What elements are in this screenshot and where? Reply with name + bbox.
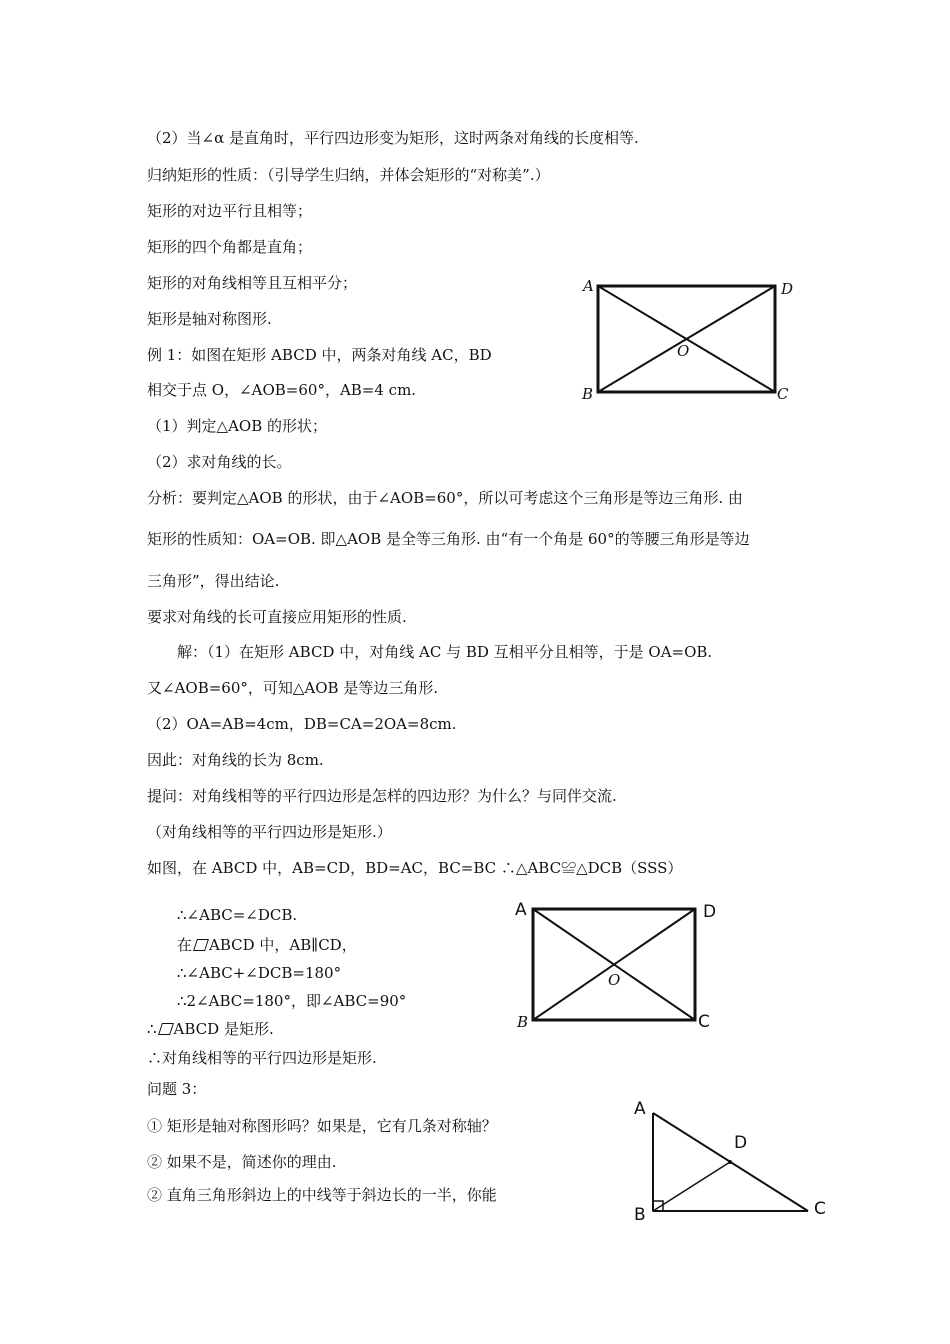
vertex-label-d: D	[781, 280, 794, 298]
text-line: 又∠AOB=60°，可知△AOB 是等边三角形.	[147, 679, 439, 697]
text-line: 问题 3：	[147, 1080, 207, 1098]
vertex-label-a: A	[634, 1099, 646, 1119]
text-line: 相交于点 O，∠AOB=60°，AB=4 cm.	[147, 381, 417, 399]
text-line: （2）OA=AB=4cm，DB=CA=2OA=8cm.	[147, 715, 457, 733]
text-line: 矩形的四个角都是直角；	[147, 238, 313, 256]
text-fragment: ABCD 是矩形.	[173, 1020, 274, 1038]
text-line	[147, 1019, 274, 1039]
vertex-label-d: D	[703, 902, 717, 922]
vertex-label-a: A	[515, 900, 527, 920]
text-fragment: 在	[177, 936, 193, 954]
vertex-label-c: C	[698, 1012, 710, 1032]
center-label-o: O	[608, 971, 621, 989]
right-triangle-figure	[628, 1093, 838, 1228]
text-line: ∴2∠ABC=180°，即∠ABC=90°	[177, 992, 407, 1010]
text-line: 矩形的对边平行且相等；	[147, 202, 313, 220]
text-line: ∴对角线相等的平行四边形是矩形.	[147, 1049, 377, 1067]
vertex-label-b: B	[582, 385, 594, 403]
parallelogram-icon	[158, 1023, 174, 1035]
text-line: （1）判定△AOB 的形状；	[147, 417, 328, 435]
text-line: ② 如果不是，简述你的理由.	[147, 1153, 337, 1171]
text-line: 例 1：如图在矩形 ABCD 中，两条对角线 AC，BD	[147, 346, 492, 364]
vertex-label-d: D	[734, 1133, 748, 1153]
rectangle-figure-1	[578, 275, 808, 410]
vertex-label-c: C	[777, 385, 789, 403]
text-line: 要求对角线的长可直接应用矩形的性质.	[147, 608, 407, 626]
text-fragment: ABCD 中，AB∥CD，	[209, 936, 357, 954]
text-line: 提问：对角线相等的平行四边形是怎样的四边形？为什么？与同伴交流.	[147, 787, 617, 805]
text-line: 三角形”，得出结论.	[147, 572, 280, 590]
text-line: （2）当∠α 是直角时，平行四边形变为矩形，这时两条对角线的长度相等.	[147, 129, 639, 147]
text-line: 分析：要判定△AOB 的形状，由于∠AOB=60°，所以可考虑这个三角形是等边三角形. 由	[147, 489, 743, 507]
text-line: 矩形的对角线相等且互相平分；	[147, 274, 358, 292]
text-line: （对角线相等的平行四边形是矩形.）	[147, 823, 392, 841]
text-line: 矩形是轴对称图形.	[147, 310, 272, 328]
text-line: ② 直角三角形斜边上的中线等于斜边长的一半，你能	[147, 1186, 497, 1204]
text-line: ① 矩形是轴对称图形吗？如果是，它有几条对称轴？	[147, 1117, 497, 1135]
vertex-label-b: B	[517, 1013, 529, 1031]
text-line: 如图，在 ABCD 中，AB=CD，BD=AC，BC=BC ∴△ABC≌△DCB（SSS）	[147, 859, 683, 877]
text-line: ∴∠ABC=∠DCB.	[177, 906, 298, 924]
text-line: 解：（1）在矩形 ABCD 中，对角线 AC 与 BD 互相平分且相等，于是 OA=OB.	[177, 643, 713, 661]
text-line	[177, 935, 357, 955]
vertex-label-b: B	[634, 1205, 646, 1225]
vertex-label-c: C	[814, 1199, 826, 1219]
parallelogram-icon	[193, 939, 209, 951]
rectangle-figure-2	[512, 897, 727, 1032]
text-line: ∴∠ABC+∠DCB=180°	[177, 964, 342, 982]
text-line: 矩形的性质知：OA=OB. 即△AOB 是全等三角形. 由“有一个角是 60°的等腰三角形是等边	[147, 530, 750, 548]
text-line: 归纳矩形的性质：（引导学生归纳，并体会矩形的“对称美”.）	[147, 166, 550, 184]
text-fragment: ∴	[147, 1020, 157, 1038]
text-line: （2）求对角线的长。	[147, 453, 292, 471]
text-line: 因此：对角线的长为 8cm.	[147, 751, 324, 769]
vertex-label-a: A	[583, 277, 594, 295]
center-label-o: O	[677, 342, 690, 360]
